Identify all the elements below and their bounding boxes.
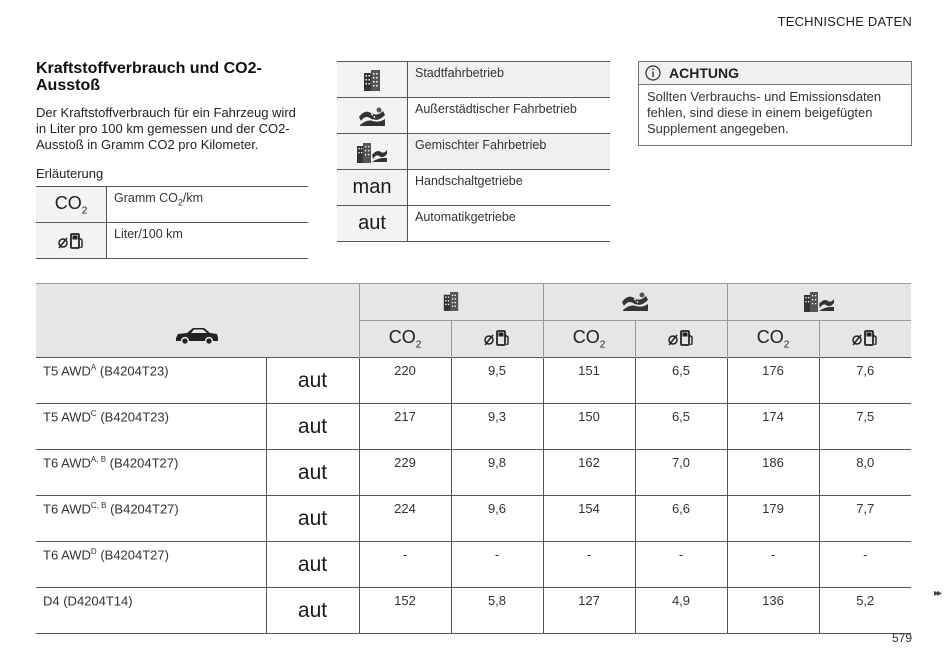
legend-row [337, 98, 610, 134]
value-cell: 5,8 [451, 588, 543, 634]
col-co2: $CO_2$ [359, 321, 451, 358]
model-cell: T5 $AWD^A$ (B4204T23) [36, 358, 266, 404]
section-header: TECHNISCHE DATEN [777, 14, 912, 29]
value-cell: - [727, 542, 819, 588]
co2-symbol-cell [36, 187, 107, 223]
intro-section [36, 60, 308, 259]
next-page-marker: ▸▸ [933, 588, 940, 599]
col-fuel [635, 321, 727, 358]
legend-text: Außerstädtischer Fahrbetrieb [408, 98, 611, 134]
value-cell: 174 [727, 404, 819, 450]
value-cell: 154 [543, 496, 635, 542]
value-cell: 7,6 [819, 358, 911, 404]
country-road-icon [620, 290, 650, 312]
model-cell: T6 $AWD^{A, B}$ (B4204T27) [36, 450, 266, 496]
legend-text: Automatikgetriebe [408, 206, 611, 242]
value-cell: 8,0 [819, 450, 911, 496]
value-cell: - [359, 542, 451, 588]
caution-text: Sollten Verbrauchs- und Emissionsdaten fehlen, sind diese in einem beigefügten Supplement angegeben. [647, 89, 882, 136]
legend-heading: Erläuterung [36, 166, 104, 181]
legend-row [337, 170, 610, 206]
value-cell: 229 [359, 450, 451, 496]
value-cell: 5,2 [819, 588, 911, 634]
country-road-icon [357, 105, 387, 127]
legend-row [36, 223, 308, 259]
drive-legend [337, 61, 610, 242]
gearbox-cell: aut [266, 358, 359, 404]
legend-row [337, 134, 610, 170]
value-cell: 7,7 [819, 496, 911, 542]
caution-title: ACHTUNG [669, 65, 739, 81]
table-row [36, 542, 911, 588]
automatic-symbol: aut [358, 212, 386, 234]
legend-row [337, 62, 610, 98]
value-cell: 186 [727, 450, 819, 496]
legend-row [337, 206, 610, 242]
value-cell: 7,0 [635, 450, 727, 496]
value-cell: 9,5 [451, 358, 543, 404]
group-country [543, 284, 727, 321]
table-row [36, 588, 911, 634]
model-cell: T6 $AWD^{C, B}$ (B4204T27) [36, 496, 266, 542]
fuel-pump-icon [57, 232, 85, 250]
city-driving-icon [442, 291, 460, 311]
gearbox-cell: aut [266, 542, 359, 588]
caution-header [639, 62, 911, 85]
gearbox-cell: aut [266, 450, 359, 496]
value-cell: 224 [359, 496, 451, 542]
model-cell: D4 (D4204T14) [36, 588, 266, 634]
table-row [36, 358, 911, 404]
gearbox-cell: aut [266, 404, 359, 450]
table-row [36, 404, 911, 450]
value-cell: 179 [727, 496, 819, 542]
fuel-symbol-cell [36, 223, 107, 259]
value-cell: 150 [543, 404, 635, 450]
value-cell: - [543, 542, 635, 588]
legend-text: Handschaltgetriebe [408, 170, 611, 206]
legend-text: Gramm $CO_2/km$ [107, 187, 309, 223]
value-cell: 9,6 [451, 496, 543, 542]
legend-text: Liter/100 km [107, 223, 309, 259]
drive-legend-table [337, 61, 610, 242]
value-cell: 9,8 [451, 450, 543, 496]
caution-box [638, 61, 912, 146]
value-cell: 152 [359, 588, 451, 634]
table-row [36, 450, 911, 496]
value-cell: - [635, 542, 727, 588]
value-cell: 6,6 [635, 496, 727, 542]
col-fuel [451, 321, 543, 358]
value-cell: 4,9 [635, 588, 727, 634]
table-group-header [36, 284, 911, 321]
unit-legend-table [36, 186, 308, 259]
table-row [36, 496, 911, 542]
value-cell: 7,5 [819, 404, 911, 450]
value-cell: 176 [727, 358, 819, 404]
value-cell: 151 [543, 358, 635, 404]
intro-text: Der Kraftstoffverbrauch für ein Fahrzeug wird in Liter pro 100 km gemessen und der CO2-Ausstoß in Gramm CO2 pro Kilometer. [36, 105, 296, 152]
group-mixed [727, 284, 911, 321]
co2-symbol: $CO_2$ [54, 192, 88, 217]
fuel-pump-icon [483, 329, 511, 347]
car-icon [174, 326, 220, 346]
value-cell: 217 [359, 404, 451, 450]
group-city [359, 284, 543, 321]
fuel-pump-icon [667, 329, 695, 347]
fuel-pump-icon [851, 329, 879, 347]
city-driving-icon [362, 69, 382, 91]
mixed-driving-icon [356, 141, 388, 163]
legend-text: Stadtfahrbetrieb [408, 62, 611, 98]
value-cell: - [451, 542, 543, 588]
value-cell: 6,5 [635, 404, 727, 450]
info-icon [645, 65, 661, 81]
legend-text: Gemischter Fahrbetrieb [408, 134, 611, 170]
value-cell: 136 [727, 588, 819, 634]
gearbox-cell: aut [266, 496, 359, 542]
consumption-table [36, 283, 911, 634]
page-number: 579 [891, 631, 912, 645]
model-cell: T6 $AWD^D$ (B4204T27) [36, 542, 266, 588]
value-cell: 127 [543, 588, 635, 634]
value-cell: 6,5 [635, 358, 727, 404]
value-cell: 162 [543, 450, 635, 496]
car-header-cell [36, 284, 359, 358]
value-cell: - [819, 542, 911, 588]
manual-symbol: man [352, 176, 392, 198]
mixed-driving-icon [803, 290, 835, 312]
model-cell: T5 $AWD^C$ (B4204T23) [36, 404, 266, 450]
col-fuel [819, 321, 911, 358]
page-title: Kraftstoffverbrauch und CO2-Ausstoß [36, 60, 262, 94]
gearbox-cell: aut [266, 588, 359, 634]
col-co2: $CO_2$ [543, 321, 635, 358]
value-cell: 220 [359, 358, 451, 404]
col-co2: $CO_2$ [727, 321, 819, 358]
value-cell: 9,3 [451, 404, 543, 450]
legend-row [36, 187, 308, 223]
